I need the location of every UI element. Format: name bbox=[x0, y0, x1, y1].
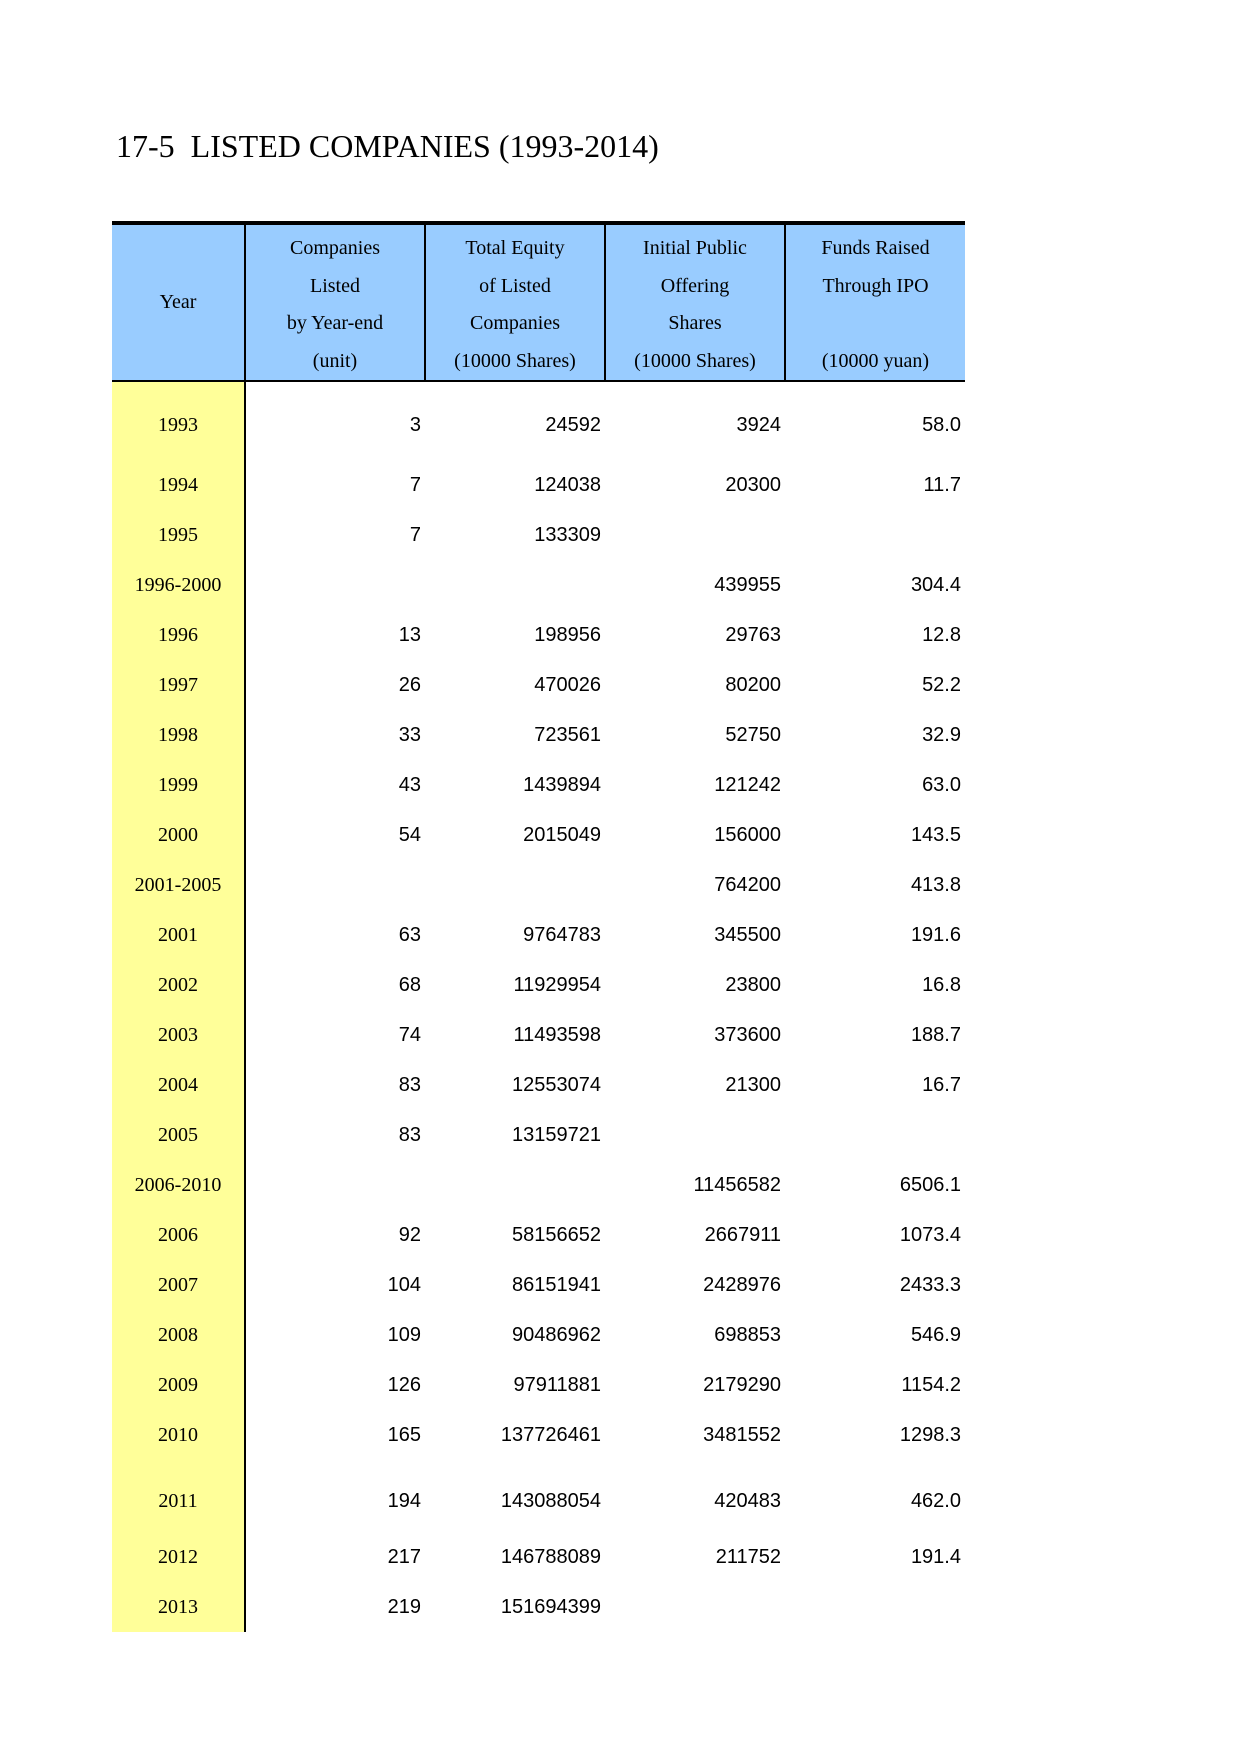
funds-cell: 58.0 bbox=[922, 413, 961, 436]
ipo-shares-cell: 20300 bbox=[725, 473, 781, 496]
header-line: Initial Public bbox=[643, 237, 747, 259]
companies-cell: 104 bbox=[387, 1273, 421, 1296]
table-row bbox=[112, 1260, 965, 1310]
equity-cell: 151694399 bbox=[500, 1595, 601, 1618]
ipo-shares-cell: 21300 bbox=[725, 1073, 781, 1096]
year-cell: 1994 bbox=[112, 460, 245, 510]
table-row bbox=[112, 1460, 965, 1532]
ipo-shares-cell: 2428976 bbox=[703, 1273, 781, 1296]
year-cell: 2004 bbox=[112, 1060, 245, 1110]
year-cell: 2001-2005 bbox=[112, 860, 245, 910]
ipo-shares-cell: 52750 bbox=[725, 723, 781, 746]
year-cell: 2000 bbox=[112, 810, 245, 860]
companies-cell: 126 bbox=[387, 1373, 421, 1396]
companies-cell: 83 bbox=[398, 1073, 421, 1096]
companies-cell: 3 bbox=[409, 413, 421, 436]
funds-cell: 32.9 bbox=[922, 723, 961, 746]
funds-cell: 2433.3 bbox=[899, 1273, 961, 1296]
equity-cell: 24592 bbox=[545, 413, 601, 436]
companies-cell: 13 bbox=[398, 623, 421, 646]
equity-cell: 2015049 bbox=[523, 823, 601, 846]
equity-cell: 11493598 bbox=[513, 1023, 601, 1046]
ipo-shares-cell: 764200 bbox=[714, 873, 781, 896]
equity-cell: 1439894 bbox=[523, 773, 601, 796]
ipo-shares-cell: 420483 bbox=[714, 1490, 781, 1512]
equity-cell: 133309 bbox=[534, 523, 601, 546]
header-line: (unit) bbox=[312, 349, 358, 372]
year-cell: 2012 bbox=[112, 1532, 245, 1582]
equity-cell: 58156652 bbox=[512, 1223, 601, 1246]
table-row bbox=[112, 760, 965, 810]
funds-cell: 304.4 bbox=[910, 573, 961, 596]
companies-cell bbox=[245, 560, 425, 610]
equity-cell: 198956 bbox=[534, 623, 601, 646]
companies-cell bbox=[245, 860, 425, 910]
funds-cell: 143.5 bbox=[910, 823, 961, 846]
equity-cell: 86151941 bbox=[512, 1273, 601, 1296]
header-line: Shares bbox=[668, 312, 722, 334]
table-row bbox=[112, 1582, 965, 1632]
funds-cell: 546.9 bbox=[910, 1323, 961, 1346]
funds-cell: 462.0 bbox=[910, 1490, 961, 1512]
funds-cell: 1298.3 bbox=[899, 1423, 961, 1446]
year-cell: 2003 bbox=[112, 1010, 245, 1060]
page-title: 17-5 LISTED COMPANIES (1993-2014) bbox=[116, 128, 659, 164]
funds-cell: 188.7 bbox=[910, 1023, 961, 1046]
equity-cell: 12553074 bbox=[512, 1073, 601, 1096]
companies-cell: 26 bbox=[398, 673, 421, 696]
header-line: Offering bbox=[660, 274, 730, 297]
ipo-shares-cell bbox=[605, 1110, 785, 1160]
equity-cell: 9764783 bbox=[523, 923, 601, 946]
year-cell: 1997 bbox=[112, 660, 245, 710]
table-row bbox=[112, 460, 965, 510]
header-line: (10000 Shares) bbox=[454, 349, 576, 372]
ipo-shares-cell: 698853 bbox=[714, 1323, 781, 1346]
companies-cell: 165 bbox=[387, 1423, 421, 1446]
companies-cell: 74 bbox=[398, 1023, 421, 1046]
funds-cell bbox=[785, 1582, 965, 1632]
year-cell: 2002 bbox=[112, 960, 245, 1010]
funds-cell: 52.2 bbox=[922, 673, 961, 696]
table-row bbox=[112, 1160, 965, 1210]
companies-column-header bbox=[245, 223, 425, 381]
year-column-header bbox=[112, 223, 245, 381]
equity-cell: 11929954 bbox=[513, 973, 601, 996]
equity-cell: 124038 bbox=[534, 473, 601, 496]
table-row bbox=[112, 1310, 965, 1360]
table-row bbox=[112, 810, 965, 860]
listed-companies-table bbox=[112, 221, 965, 1632]
funds-cell: 191.4 bbox=[910, 1545, 961, 1568]
funds-cell: 6506.1 bbox=[899, 1173, 961, 1196]
companies-cell: 43 bbox=[398, 773, 421, 796]
table-row bbox=[112, 660, 965, 710]
table-row bbox=[112, 960, 965, 1010]
year-cell: 1996 bbox=[112, 610, 245, 660]
year-cell: 2013 bbox=[112, 1582, 245, 1632]
header-line: of Listed bbox=[479, 274, 551, 297]
ipo-shares-cell: 3924 bbox=[736, 413, 781, 436]
funds-cell: 12.8 bbox=[922, 623, 961, 646]
companies-cell: 7 bbox=[409, 473, 421, 496]
equity-cell: 723561 bbox=[534, 723, 601, 746]
ipo-shares-cell bbox=[605, 1582, 785, 1632]
equity-cell bbox=[425, 1160, 605, 1210]
companies-cell: 68 bbox=[398, 973, 421, 996]
ipo-shares-cell: 156000 bbox=[714, 823, 781, 846]
year-cell: 1998 bbox=[112, 710, 245, 760]
ipo-shares-cell: 373600 bbox=[714, 1023, 781, 1046]
table-row bbox=[112, 1060, 965, 1110]
table-row bbox=[112, 1110, 965, 1160]
table-row bbox=[112, 710, 965, 760]
table-row bbox=[112, 1532, 965, 1582]
funds-column-header bbox=[785, 223, 965, 381]
funds-cell: 1073.4 bbox=[899, 1223, 961, 1246]
funds-cell bbox=[785, 1110, 965, 1160]
ipo-shares-cell: 345500 bbox=[714, 923, 781, 946]
funds-cell: 16.7 bbox=[922, 1073, 961, 1096]
funds-cell: 413.8 bbox=[910, 873, 961, 896]
ipo-shares-cell: 2179290 bbox=[703, 1373, 781, 1396]
year-cell: 2007 bbox=[112, 1260, 245, 1310]
table-header bbox=[112, 223, 965, 381]
ipo-shares-column-header bbox=[605, 223, 785, 381]
companies-cell: 7 bbox=[409, 523, 421, 546]
header-line: Through IPO bbox=[822, 274, 929, 297]
table-row bbox=[112, 381, 965, 460]
ipo-shares-cell bbox=[605, 510, 785, 560]
table-row bbox=[112, 910, 965, 960]
header-line: Companies bbox=[470, 312, 560, 334]
companies-cell: 109 bbox=[387, 1323, 421, 1346]
header-line: Funds Raised bbox=[821, 237, 930, 259]
table-row bbox=[112, 860, 965, 910]
header-line bbox=[786, 305, 965, 343]
funds-cell: 63.0 bbox=[922, 773, 961, 796]
equity-cell: 13159721 bbox=[512, 1123, 601, 1146]
ipo-shares-cell: 23800 bbox=[725, 973, 781, 996]
funds-cell: 11.7 bbox=[923, 473, 961, 496]
year-cell: 1996-2000 bbox=[112, 560, 245, 610]
table-row bbox=[112, 510, 965, 560]
year-cell: 2011 bbox=[112, 1460, 245, 1532]
funds-cell: 1154.2 bbox=[901, 1373, 961, 1396]
equity-cell: 470026 bbox=[534, 673, 601, 696]
header-line: by Year-end bbox=[286, 312, 384, 334]
header-line: Total Equity bbox=[465, 237, 565, 259]
equity-column-header bbox=[425, 223, 605, 381]
year-cell: 1999 bbox=[112, 760, 245, 810]
equity-cell: 137726461 bbox=[500, 1423, 601, 1446]
ipo-shares-cell: 211752 bbox=[715, 1545, 781, 1568]
year-cell: 2005 bbox=[112, 1110, 245, 1160]
table-row bbox=[112, 1210, 965, 1260]
equity-cell: 143088054 bbox=[500, 1490, 601, 1512]
table-row bbox=[112, 1360, 965, 1410]
table-row bbox=[112, 560, 965, 610]
table-row bbox=[112, 1010, 965, 1060]
table-body bbox=[112, 381, 965, 1632]
companies-cell: 63 bbox=[398, 923, 421, 946]
ipo-shares-cell: 3481552 bbox=[703, 1423, 781, 1446]
year-cell: 2008 bbox=[112, 1310, 245, 1360]
companies-cell: 92 bbox=[398, 1223, 421, 1246]
header-line: Listed bbox=[310, 274, 360, 297]
year-cell: 1993 bbox=[112, 381, 245, 460]
equity-cell: 146788089 bbox=[500, 1545, 601, 1568]
ipo-shares-cell: 80200 bbox=[725, 673, 781, 696]
funds-cell: 191.6 bbox=[910, 923, 961, 946]
equity-cell: 97911881 bbox=[513, 1373, 601, 1396]
companies-cell bbox=[245, 1160, 425, 1210]
year-cell: 1995 bbox=[112, 510, 245, 560]
equity-cell: 90486962 bbox=[512, 1323, 601, 1346]
year-cell: 2006 bbox=[112, 1210, 245, 1260]
funds-cell bbox=[785, 510, 965, 560]
companies-cell: 54 bbox=[398, 823, 421, 846]
header-line: Companies bbox=[290, 237, 380, 259]
header-line: (10000 Shares) bbox=[634, 349, 756, 372]
ipo-shares-cell: 2667911 bbox=[704, 1223, 781, 1246]
ipo-shares-cell: 11456582 bbox=[693, 1173, 781, 1196]
header-line: Year bbox=[159, 290, 197, 313]
companies-cell: 194 bbox=[387, 1490, 421, 1512]
companies-cell: 219 bbox=[387, 1595, 421, 1618]
equity-cell bbox=[425, 560, 605, 610]
companies-cell: 83 bbox=[398, 1123, 421, 1146]
table-row bbox=[112, 610, 965, 660]
year-cell: 2006-2010 bbox=[112, 1160, 245, 1210]
year-cell: 2009 bbox=[112, 1360, 245, 1410]
ipo-shares-cell: 439955 bbox=[714, 573, 781, 596]
companies-cell: 33 bbox=[398, 723, 421, 746]
equity-cell bbox=[425, 860, 605, 910]
funds-cell: 16.8 bbox=[922, 973, 961, 996]
year-cell: 2001 bbox=[112, 910, 245, 960]
header-row bbox=[112, 223, 965, 381]
table-row bbox=[112, 1410, 965, 1460]
companies-cell: 217 bbox=[387, 1545, 421, 1568]
header-line: (10000 yuan) bbox=[821, 349, 930, 372]
year-cell: 2010 bbox=[112, 1410, 245, 1460]
ipo-shares-cell: 29763 bbox=[725, 623, 781, 646]
ipo-shares-cell: 121242 bbox=[714, 773, 781, 796]
